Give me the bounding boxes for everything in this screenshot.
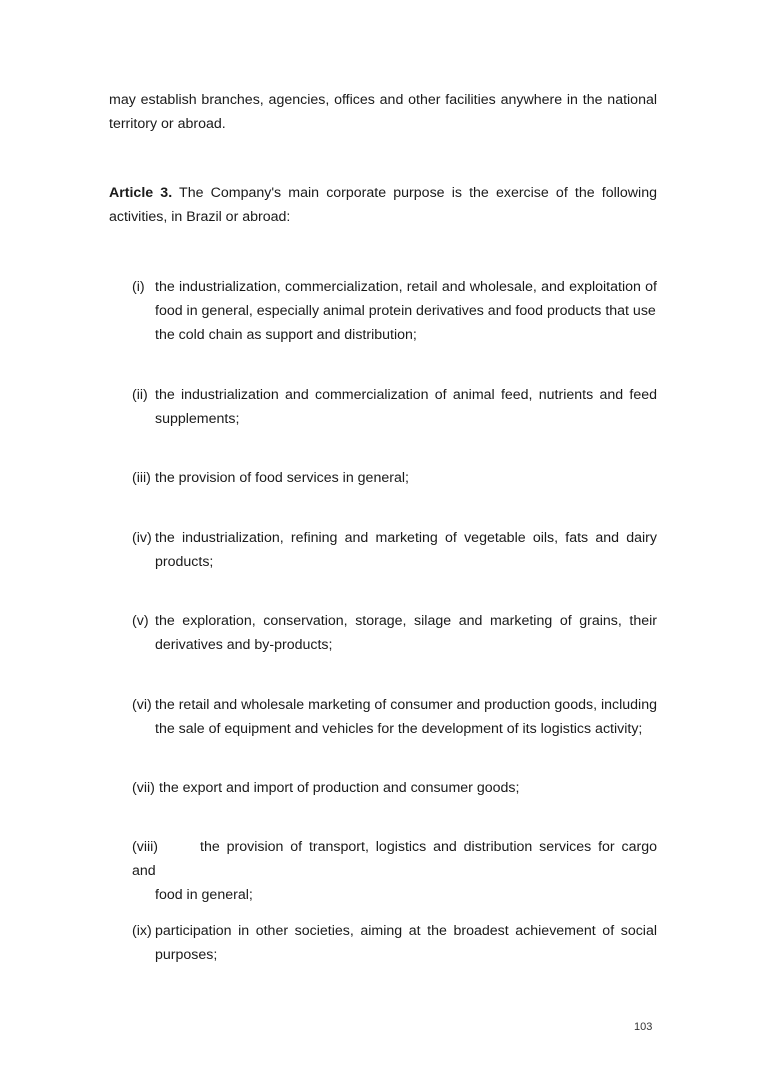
list-item-first-line [132, 466, 657, 490]
list-item-text: the exploration, conservation, storage, silage and marketing of grains, their [155, 613, 657, 629]
list-item-marker: (vi) [132, 697, 152, 713]
list-item-text: the industrialization, refining and marketing of vegetable oils, fats and dairy [155, 530, 657, 546]
list-item-text: the provision of transport, logistics and distribution services for cargo and [132, 839, 657, 879]
list-item-ix [132, 919, 657, 967]
list-item-marker: (viii) [132, 839, 158, 855]
list-item-first-line [132, 693, 657, 717]
article-heading: Article 3. [109, 185, 173, 201]
intro-paragraph [109, 88, 657, 136]
list-item-continuation: derivatives and by-products; [155, 637, 333, 653]
list-item-text: participation in other societies, aiming at the broadest achievement of social [155, 923, 657, 939]
list-item-marker: (ix) [132, 923, 152, 939]
list-item-marker: (i) [132, 279, 145, 295]
list-item-continuation: food in general, especially animal protein derivatives and food products that use [155, 303, 656, 319]
article-3-line-1 [109, 181, 657, 205]
list-item-first-line [132, 526, 657, 550]
list-item-marker: (v) [132, 613, 149, 629]
list-item-text: the provision of food services in general; [155, 470, 409, 486]
list-item-marker: (vii) [132, 780, 155, 796]
list-item-continuation: the sale of equipment and vehicles for the development of its logistics activity; [155, 721, 643, 737]
list-item-marker: (ii) [132, 387, 148, 403]
article-3-line-2: activities, in Brazil or abroad: [109, 209, 291, 225]
article-3-line-1-text: The Company's main corporate purpose is the exercise of the following [172, 185, 657, 201]
page-number: 103 [634, 1021, 653, 1033]
list-item-first-line [132, 609, 657, 633]
list-item-first-line [132, 275, 657, 299]
intro-line-2: territory or abroad. [109, 116, 226, 132]
list-item-first-line [132, 776, 657, 800]
list-item-i [132, 275, 657, 347]
list-item-text: the industrialization and commercialization of animal feed, nutrients and feed [155, 387, 657, 403]
list-item-text: the industrialization, commercialization, retail and wholesale, and exploitation of [155, 279, 657, 295]
list-item-v [132, 609, 657, 657]
list-item-vi [132, 693, 657, 741]
list-item-continuation: supplements; [155, 411, 240, 427]
list-item-continuation: food in general; [155, 887, 253, 903]
list-item-iii [132, 466, 657, 490]
list-item-vii [132, 776, 657, 800]
list-item-first-line [132, 919, 657, 943]
list-item-first-line [132, 835, 657, 883]
list-item-marker: (iii) [132, 470, 151, 486]
list-item-text: the export and import of production and consumer goods; [159, 780, 520, 796]
list-item-iv [132, 526, 657, 574]
list-item-marker: (iv) [132, 530, 152, 546]
list-item-first-line [132, 383, 657, 407]
list-item-viii [132, 835, 657, 907]
list-item-ii [132, 383, 657, 431]
list-item-continuation: products; [155, 554, 214, 570]
list-item-continuation: the cold chain as support and distribution; [155, 327, 417, 343]
list-item-continuation: purposes; [155, 947, 218, 963]
article-3-paragraph [109, 181, 657, 229]
intro-line-1: may establish branches, agencies, offices and other facilities anywhere in the national [109, 92, 657, 108]
list-item-text: the retail and wholesale marketing of consumer and production goods, including [155, 697, 657, 713]
